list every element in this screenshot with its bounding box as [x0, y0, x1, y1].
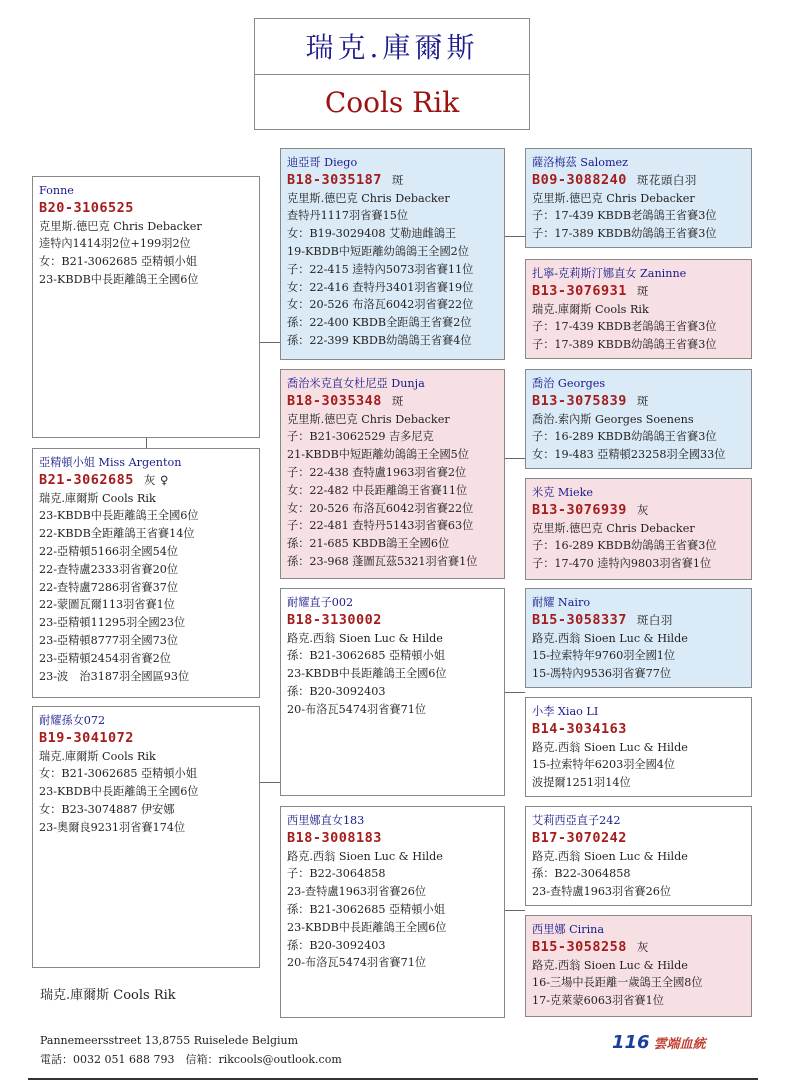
pedigree-note: 子：22-438 查特盧1963羽省賽2位	[287, 465, 467, 479]
ring-number-row	[532, 502, 745, 520]
pedigree-note: 22-查特盧7286羽省賽37位	[39, 580, 179, 594]
feather-color: 斑	[636, 283, 649, 298]
pedigree-card-dam-dam	[280, 806, 505, 1018]
pedigree-note: 克里斯.德巴克 Chris Debacker	[39, 219, 202, 233]
pedigree-note: 孫：22-399 KBDB幼鴿鴿王省賽4位	[287, 333, 472, 347]
pedigree-note: 15-馮特內9536羽省賽77位	[532, 667, 672, 681]
ring-number-row	[532, 721, 745, 739]
ring-number: B18-3130002	[287, 611, 382, 628]
pedigree-note: 克里斯.德巴克 Chris Debacker	[287, 191, 450, 205]
feather-color: 灰 ♀	[143, 472, 169, 487]
ring-number: B13-3075839	[532, 392, 627, 409]
ring-number: B13-3076931	[532, 282, 627, 299]
ring-number-row	[532, 830, 745, 848]
pedigree-note: 22-亞精頓5166羽全國54位	[39, 544, 179, 558]
connector-line	[505, 236, 525, 237]
pedigree-note: 查特丹1117羽省賽15位	[287, 209, 409, 223]
pedigree-note: 23-亞精頓8777羽全國73位	[39, 633, 179, 647]
ring-number: B20-3106525	[39, 199, 134, 216]
pedigree-note: 喬治.索內斯 Georges Soenens	[532, 412, 694, 426]
pedigree-note: 子：17-389 KBDB幼鴿鴿王省賽3位	[532, 338, 717, 352]
pedigree-note: 子：16-289 KBDB幼鴿鴿王省賽3位	[532, 539, 717, 553]
pedigree-note: 23-波 治3187羽全國區93位	[39, 669, 190, 683]
pedigree-note: 子：B22-3064858	[287, 867, 386, 881]
ring-number: B18-3035348	[287, 392, 382, 409]
pigeon-name: 耐耀孫女072	[39, 714, 106, 727]
ring-number-row	[39, 730, 253, 748]
pedigree-note: 女：20-526 布洛瓦6042羽省賽22位	[287, 298, 474, 312]
footer-address-block	[40, 1031, 342, 1069]
pedigree-note: 22-KBDB全距離鴿王省賽14位	[39, 527, 195, 541]
pedigree-note: 20-布洛瓦5474羽省賽71位	[287, 956, 427, 970]
pedigree-note: 路克.西翁 Sioen Luc & Hilde	[532, 740, 688, 754]
ring-number-row	[287, 830, 498, 848]
pedigree-note: 孫：B22-3064858	[532, 867, 631, 881]
pedigree-card-ssd	[525, 259, 752, 359]
pedigree-card-sss	[525, 148, 752, 248]
ring-number: B17-3070242	[532, 829, 627, 846]
bottom-divider	[28, 1078, 758, 1080]
pedigree-note: 23-KBDB中長距離鴿王全國6位	[287, 667, 447, 681]
pedigree-card-sdd	[525, 478, 752, 580]
pedigree-note: 逵特內1414羽2位+199羽2位	[39, 237, 191, 251]
pedigree-note: 波提爾1251羽14位	[532, 776, 631, 790]
ring-number-row	[532, 283, 745, 301]
pedigree-note: 孫：22-400 KBDB全距鴿王省賽2位	[287, 316, 472, 330]
pedigree-note: 23-奧爾良9231羽省賽174位	[39, 820, 186, 834]
ring-number: B14-3034163	[532, 720, 627, 737]
pigeon-name: Fonne	[39, 184, 74, 197]
pigeon-name: 喬治 Georges	[532, 377, 606, 390]
pigeon-name: 西里娜 Cirina	[532, 923, 605, 936]
pigeon-name: 耐耀 Nairo	[532, 596, 591, 609]
pedigree-note: 路克.西翁 Sioen Luc & Hilde	[532, 631, 688, 645]
ring-number-row	[287, 393, 498, 411]
pedigree-note: 22-蒙圖瓦爾113羽省賽1位	[39, 598, 175, 612]
pedigree-note: 15-拉索特年9760羽全國1位	[532, 649, 676, 663]
ring-number: B21-3062685	[39, 471, 134, 488]
pedigree-note: 孫：23-968 蓬圖瓦茲5321羽省賽1位	[287, 554, 478, 568]
ring-number-row	[39, 200, 253, 218]
pedigree-note: 23-查特盧1963羽省賽26位	[532, 885, 672, 899]
pedigree-note: 21-KBDB中短距離幼鴿鴿王全國5位	[287, 448, 469, 462]
pedigree-note: 瑞克.庫爾斯 Cools Rik	[532, 302, 649, 316]
pigeon-name: 薩洛梅茲 Salomez	[532, 156, 629, 169]
pedigree-card-dss	[525, 588, 752, 688]
pigeon-name: 迪亞哥 Diego	[287, 156, 358, 169]
owner-name-cn: 瑞克.庫爾斯	[255, 19, 529, 75]
pedigree-note: 女：B19-3029408 艾勒迪雌鴿王	[287, 227, 457, 241]
ring-number-row	[39, 472, 253, 490]
owner-name-en: Cools Rik	[324, 86, 460, 119]
pedigree-note: 子：22-415 逵特內5073羽省賽11位	[287, 262, 474, 276]
pedigree-note: 女：B23-3074887 伊安娜	[39, 802, 175, 816]
connector-line	[505, 458, 525, 459]
pedigree-note: 23-亞精頓11295羽全國23位	[39, 616, 186, 630]
pedigree-note: 子：B21-3062529 吉多尼克	[287, 430, 434, 444]
ring-number: B15-3058258	[532, 938, 627, 955]
pedigree-note: 17-克萊蒙6063羽省賽1位	[532, 994, 664, 1008]
pigeon-name: 喬治米克直女杜尼亞 Dunja	[287, 377, 425, 390]
footer-owner: 瑞克.庫爾斯 Cools Rik	[40, 988, 176, 1003]
feather-color: 灰	[636, 502, 649, 517]
pedigree-note: 23-KBDB中長距離鴿王全國6位	[39, 272, 199, 286]
pedigree-card-dsd	[525, 697, 752, 797]
pedigree-note: 克里斯.德巴克 Chris Debacker	[532, 521, 695, 535]
ring-number: B09-3088240	[532, 171, 627, 188]
connector-line	[260, 342, 280, 343]
pedigree-note: 23-查特盧1963羽省賽26位	[287, 885, 427, 899]
feather-color: 斑	[391, 393, 404, 408]
pedigree-card-sds	[525, 369, 752, 469]
pedigree-card-dam-sire	[280, 588, 505, 796]
pedigree-note: 23-KBDB中長距離鴿王全國6位	[39, 785, 199, 799]
connector-line	[260, 782, 280, 783]
pedigree-note: 瑞克.庫爾斯 Cools Rik	[39, 491, 156, 505]
ring-number: B18-3035187	[287, 171, 382, 188]
footer-address: Pannemeersstreet 13,8755 Ruiselede Belgium	[40, 1034, 299, 1047]
pedigree-note: 16-三場中長距離一歲鴿王全國8位	[532, 976, 703, 990]
ring-number-row	[532, 612, 745, 630]
pedigree-note: 孫：B20-3092403	[287, 938, 386, 952]
pedigree-note: 子：17-439 KBDB老鴿鴿王省賽3位	[532, 320, 717, 334]
logo-number: 116	[612, 1032, 650, 1053]
logo	[612, 1032, 720, 1058]
pedigree-note: 23-KBDB中長距離鴿王全國6位	[287, 920, 447, 934]
pedigree-note: 克里斯.德巴克 Chris Debacker	[532, 191, 695, 205]
ring-number: B18-3008183	[287, 829, 382, 846]
feather-color: 灰	[636, 939, 649, 954]
footer-contact: 電話：0032 051 688 793 信箱：rikcools@outlook.com	[40, 1053, 342, 1066]
pedigree-note: 子：22-481 查特丹5143羽省賽63位	[287, 519, 474, 533]
pedigree-note: 克里斯.德巴克 Chris Debacker	[287, 412, 450, 426]
pedigree-note: 女：20-526 布洛瓦6042羽省賽22位	[287, 501, 474, 515]
pedigree-note: 路克.西翁 Sioen Luc & Hilde	[532, 958, 688, 972]
pedigree-note: 孫：21-685 KBDB鴿王全國6位	[287, 537, 450, 551]
pedigree-note: 路克.西翁 Sioen Luc & Hilde	[287, 631, 443, 645]
ring-number: B19-3041072	[39, 729, 134, 746]
pedigree-note: 子：17-439 KBDB老鴿鴿王省賽3位	[532, 209, 717, 223]
feather-color: 斑白羽	[636, 612, 673, 627]
pigeon-name: 艾莉西亞直子242	[532, 814, 621, 827]
pedigree-card-dds	[525, 806, 752, 906]
pigeon-name: 小李 Xiao LI	[532, 705, 599, 718]
pedigree-note: 20-布洛瓦5474羽省賽71位	[287, 702, 427, 716]
pedigree-note: 15-拉索特年6203羽全國4位	[532, 758, 676, 772]
header-box	[254, 18, 530, 130]
pedigree-note: 瑞克.庫爾斯 Cools Rik	[39, 749, 156, 763]
pedigree-note: 孫：B21-3062685 亞精頓小姐	[287, 902, 445, 916]
pedigree-note: 路克.西翁 Sioen Luc & Hilde	[287, 849, 443, 863]
pigeon-name: 西里娜直女183	[287, 814, 365, 827]
pigeon-name: 扎寧-克莉斯汀娜直女 Zaninne	[532, 267, 687, 280]
pedigree-card-ddd	[525, 915, 752, 1017]
pedigree-note: 女：B21-3062685 亞精頓小姐	[39, 255, 197, 269]
pedigree-note: 女：B21-3062685 亞精頓小姐	[39, 767, 197, 781]
pedigree-note: 孫：B20-3092403	[287, 684, 386, 698]
pedigree-note: 女：22-482 中長距離鴿王省賽11位	[287, 483, 468, 497]
pedigree-note: 子：16-289 KBDB幼鴿鴿王省賽3位	[532, 430, 717, 444]
pedigree-note: 女：19-483 亞精頓23258羽全國33位	[532, 448, 726, 462]
pedigree-note: 路克.西翁 Sioen Luc & Hilde	[532, 849, 688, 863]
pedigree-card-sire	[32, 176, 260, 438]
connector-line	[505, 692, 525, 693]
ring-number: B15-3058337	[532, 611, 627, 628]
connector-line	[505, 910, 525, 911]
ring-number-row	[532, 172, 745, 190]
ring-number: B13-3076939	[532, 501, 627, 518]
feather-color: 斑	[636, 393, 649, 408]
pedigree-note: 子：17-389 KBDB幼鴿鴿王省賽3位	[532, 227, 717, 241]
pedigree-note: 19-KBDB中短距離幼鴿鴿王全國2位	[287, 244, 469, 258]
pedigree-card-sire-dam	[280, 369, 505, 579]
pedigree-note: 子：17-470 逵特內9803羽省賽1位	[532, 557, 712, 571]
ring-number-row	[532, 393, 745, 411]
feather-color: 斑	[391, 172, 404, 187]
feather-color: 斑花頭白羽	[636, 172, 697, 187]
pigeon-name: 亞精頓小姐 Miss Argenton	[39, 456, 182, 469]
pigeon-name: 耐耀直子002	[287, 596, 354, 609]
pigeon-name: 米克 Mieke	[532, 486, 593, 499]
pedigree-note: 女：22-416 查特丹3401羽省賽19位	[287, 280, 474, 294]
pedigree-card-sire-sire	[280, 148, 505, 360]
pedigree-note: 23-KBDB中長距離鴿王全國6位	[39, 509, 199, 523]
pedigree-note: 22-查特盧2333羽省賽20位	[39, 562, 179, 576]
ring-number-row	[287, 612, 498, 630]
connector-line	[146, 438, 147, 448]
pedigree-card-subject	[32, 706, 260, 968]
ring-number-row	[287, 172, 498, 190]
pedigree-card-dam	[32, 448, 260, 698]
logo-text: 雲端血統	[653, 1037, 706, 1052]
pedigree-note: 23-亞精頓2454羽省賽2位	[39, 651, 171, 665]
pedigree-note: 孫：B21-3062685 亞精頓小姐	[287, 649, 445, 663]
ring-number-row	[532, 939, 745, 957]
